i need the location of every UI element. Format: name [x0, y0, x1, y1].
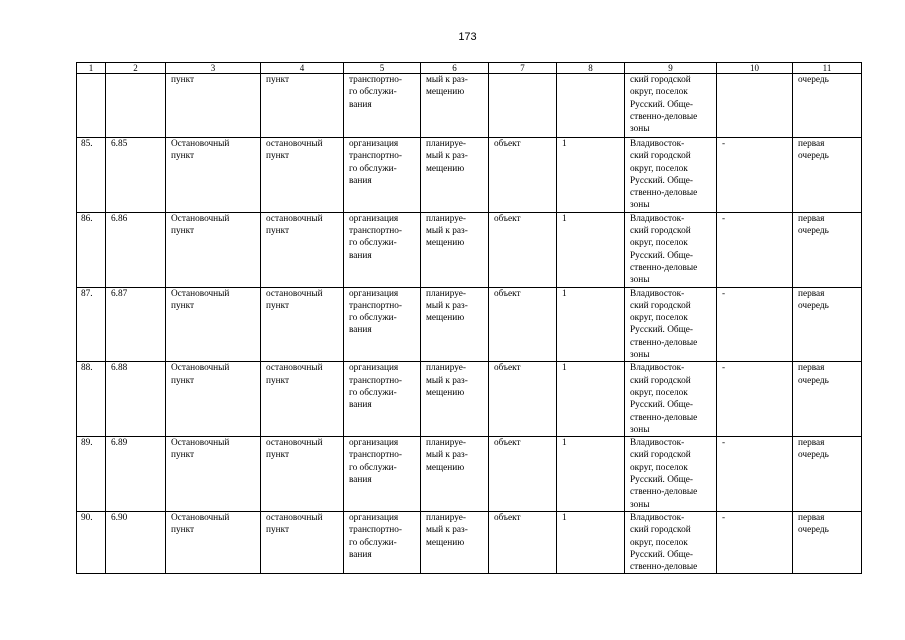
cell-row-number: 88.: [77, 362, 106, 437]
cell-phase: очередь: [793, 74, 862, 138]
column-header-1: 1: [77, 63, 106, 74]
cell-quantity: 1: [557, 212, 625, 287]
cell-location: Владивосток- ский городской округ, поселок Русский. Обще- ственно-деловые зоны: [625, 138, 717, 213]
cell-location: Владивосток- ский городской округ, поселок Русский. Обще- ственно-деловые зоны: [625, 212, 717, 287]
cell-purpose: организация транспортно- го обслужи- вания: [344, 287, 421, 362]
table-header: [77, 63, 862, 74]
page-number: 173: [458, 31, 477, 43]
cell-zone: -: [717, 138, 793, 213]
cell-name: пункт: [166, 74, 261, 138]
cell-type: остановочный пункт: [261, 138, 344, 213]
cell-unit: объект: [489, 287, 557, 362]
cell-type: остановочный пункт: [261, 437, 344, 512]
cell-purpose: организация транспортно- го обслужи- вания: [344, 437, 421, 512]
table-row: [77, 212, 862, 287]
cell-purpose: организация транспортно- го обслужи- вания: [344, 138, 421, 213]
cell-name: Остановочный пункт: [166, 287, 261, 362]
header-row: [77, 63, 862, 74]
cell-status: мый к раз- мещению: [421, 74, 489, 138]
cell-name: Остановочный пункт: [166, 437, 261, 512]
cell-row-number: 85.: [77, 138, 106, 213]
column-header-9: 9: [625, 63, 717, 74]
column-header-4: 4: [261, 63, 344, 74]
cell-location: Владивосток- ский городской округ, поселок Русский. Обще- ственно-деловые зоны: [625, 437, 717, 512]
cell-row-number: 89.: [77, 437, 106, 512]
cell-unit: объект: [489, 362, 557, 437]
cell-status: планируе- мый к раз- мещению: [421, 362, 489, 437]
cell-quantity: 1: [557, 437, 625, 512]
cell-unit: [489, 74, 557, 138]
table-row: [77, 511, 862, 573]
cell-type: остановочный пункт: [261, 212, 344, 287]
table-row: [77, 362, 862, 437]
cell-phase: первая очередь: [793, 212, 862, 287]
cell-type: остановочный пункт: [261, 511, 344, 573]
cell-code: 6.85: [106, 138, 166, 213]
cell-location: Владивосток- ский городской округ, поселок Русский. Обще- ственно-деловые зоны: [625, 362, 717, 437]
cell-phase: первая очередь: [793, 511, 862, 573]
cell-status: планируе- мый к раз- мещению: [421, 437, 489, 512]
cell-row-number: [77, 74, 106, 138]
column-header-11: 11: [793, 63, 862, 74]
cell-zone: -: [717, 362, 793, 437]
cell-zone: -: [717, 212, 793, 287]
cell-name: Остановочный пункт: [166, 511, 261, 573]
data-table: [76, 62, 862, 574]
column-header-5: 5: [344, 63, 421, 74]
cell-type: остановочный пункт: [261, 287, 344, 362]
column-header-7: 7: [489, 63, 557, 74]
cell-code: 6.88: [106, 362, 166, 437]
cell-status: планируе- мый к раз- мещению: [421, 212, 489, 287]
column-header-3: 3: [166, 63, 261, 74]
cell-code: 6.90: [106, 511, 166, 573]
cell-phase: первая очередь: [793, 437, 862, 512]
cell-purpose: организация транспортно- го обслужи- вания: [344, 212, 421, 287]
cell-quantity: 1: [557, 511, 625, 573]
table-row: [77, 437, 862, 512]
cell-row-number: 90.: [77, 511, 106, 573]
cell-zone: -: [717, 511, 793, 573]
cell-unit: объект: [489, 437, 557, 512]
cell-purpose: транспортно- го обслужи- вания: [344, 74, 421, 138]
cell-zone: [717, 74, 793, 138]
cell-location: ский городской округ, поселок Русский. Обще- ственно-деловые зоны: [625, 74, 717, 138]
column-header-2: 2: [106, 63, 166, 74]
cell-unit: объект: [489, 138, 557, 213]
cell-phase: первая очередь: [793, 287, 862, 362]
cell-phase: первая очередь: [793, 138, 862, 213]
cell-name: Остановочный пункт: [166, 138, 261, 213]
cell-location: Владивосток- ский городской округ, поселок Русский. Обще- ственно-деловые зоны: [625, 287, 717, 362]
column-header-8: 8: [557, 63, 625, 74]
cell-code: [106, 74, 166, 138]
cell-code: 6.87: [106, 287, 166, 362]
cell-unit: объект: [489, 212, 557, 287]
column-header-6: 6: [421, 63, 489, 74]
cell-quantity: 1: [557, 287, 625, 362]
cell-status: планируе- мый к раз- мещению: [421, 287, 489, 362]
cell-name: Остановочный пункт: [166, 362, 261, 437]
column-header-10: 10: [717, 63, 793, 74]
cell-unit: объект: [489, 511, 557, 573]
cell-purpose: организация транспортно- го обслужи- вания: [344, 511, 421, 573]
cell-phase: первая очередь: [793, 362, 862, 437]
cell-zone: -: [717, 437, 793, 512]
cell-row-number: 86.: [77, 212, 106, 287]
cell-zone: -: [717, 287, 793, 362]
cell-status: планируе- мый к раз- мещению: [421, 138, 489, 213]
table-body: [77, 74, 862, 574]
cell-quantity: 1: [557, 362, 625, 437]
cell-type: пункт: [261, 74, 344, 138]
cell-row-number: 87.: [77, 287, 106, 362]
cell-quantity: 1: [557, 138, 625, 213]
cell-name: Остановочный пункт: [166, 212, 261, 287]
table-row: [77, 74, 862, 138]
cell-quantity: [557, 74, 625, 138]
cell-location: Владивосток- ский городской округ, поселок Русский. Обще- ственно-деловые: [625, 511, 717, 573]
cell-code: 6.86: [106, 212, 166, 287]
table-row: [77, 138, 862, 213]
cell-purpose: организация транспортно- го обслужи- вания: [344, 362, 421, 437]
cell-code: 6.89: [106, 437, 166, 512]
table-row: [77, 287, 862, 362]
cell-status: планируе- мый к раз- мещению: [421, 511, 489, 573]
cell-type: остановочный пункт: [261, 362, 344, 437]
